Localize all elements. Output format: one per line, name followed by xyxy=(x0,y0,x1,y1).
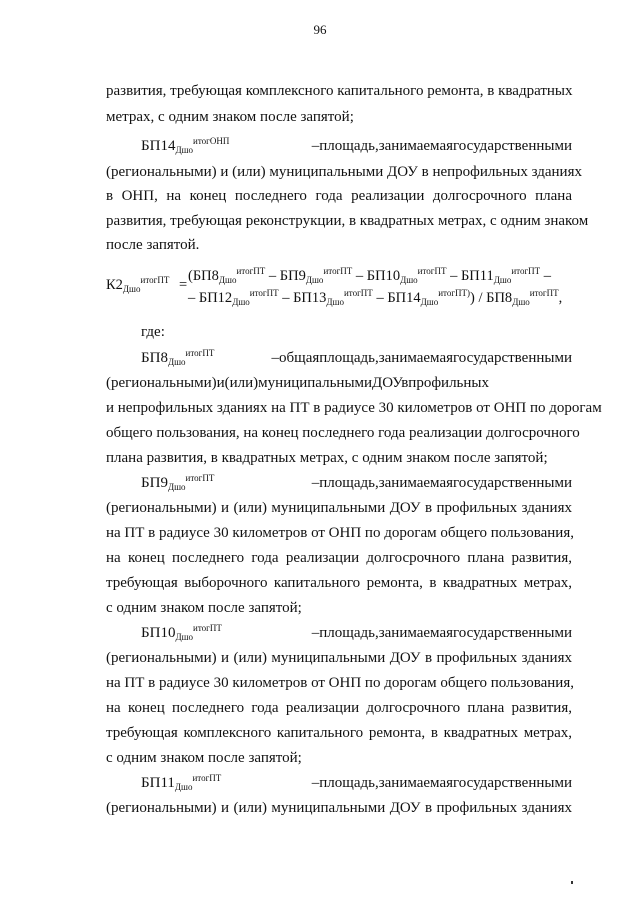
text-line: (региональными) и (или) муниципальными ДОУ в непрофильных зданиях xyxy=(106,164,582,180)
text-line: развития, требующая реконструкции, в квадратных метрах, с одним знаком xyxy=(106,213,589,229)
scan-speck xyxy=(571,881,573,884)
term-bp9: $БП9_{Дшо}^{итогПТ}$ xyxy=(141,473,215,492)
text-line: (региональными)и(или)муниципальнымиДОУвпрофильных xyxy=(106,375,490,391)
definition-bp11: $БП11_{Дшо}^{итогПТ}$ –площадь,занимаемаягосударственными xyxy=(141,773,572,792)
where-label: где: xyxy=(141,324,165,340)
formula-row-1 xyxy=(188,267,551,285)
formula-term: – $БП9_{Дшо}^{итогПТ}$ xyxy=(265,266,353,285)
text-line: с одним знаком после запятой; xyxy=(106,750,302,766)
text-line: на конец последнего года реализации долгосрочного плана развития, xyxy=(106,550,572,566)
formula-term: ) / $БП8_{Дшо}^{итогПТ}$ xyxy=(470,288,559,307)
text-line: с одним знаком после запятой; xyxy=(106,600,302,616)
text-line: требующая выборочного капитального ремонта, в квадратных метрах, xyxy=(106,575,572,591)
formula-term: – $БП14_{Дшо}^{итогПТ)}$ xyxy=(372,288,471,307)
term-bp11: $БП11_{Дшо}^{итогПТ}$ xyxy=(141,773,222,792)
formula-term: , xyxy=(558,290,563,306)
text-line: плана развития, в квадратных метрах, с одним знаком после запятой; xyxy=(106,450,548,466)
text-line: в ОНП, на конец последнего года реализации долгосрочного плана xyxy=(106,188,572,204)
formula-term: – xyxy=(540,268,552,284)
formula-lhs: $К2_{Дшо}^{итогПТ}$ = xyxy=(106,275,188,294)
definition-bp8: $БП8_{Дшо}^{итогПТ}$ –общаяплощадь,занимаемаягосударственными xyxy=(141,348,572,367)
text-line: (региональными) и (или) муниципальными ДОУ в профильных зданиях xyxy=(106,500,572,516)
text-line: после запятой. xyxy=(106,237,200,253)
term-bp10: $БП10_{Дшо}^{итогПТ}$ xyxy=(141,623,222,642)
term-bp8: $БП8_{Дшо}^{итогПТ}$ xyxy=(141,348,215,367)
formula-row-2 xyxy=(188,289,562,307)
text-line: на ПТ в радиусе 30 километров от ОНП по дорогам общего пользования, xyxy=(106,525,574,541)
formula-term: – $БП12_{Дшо}^{итогПТ}$ xyxy=(188,288,279,307)
term-bp14: $БП14_{Дшо}^{итогОНП}$ xyxy=(141,136,230,155)
formula-term: – $БП10_{Дшо}^{итогПТ}$ xyxy=(352,266,447,285)
text-line: общего пользования, на конец последнего года реализации долгосрочного xyxy=(106,425,580,441)
text-line: на конец последнего года реализации долгосрочного плана развития, xyxy=(106,700,572,716)
formula-term: – $БП11_{Дшо}^{итогПТ}$ xyxy=(446,266,541,285)
text-line: на ПТ в радиусе 30 километров от ОНП по дорогам общего пользования, xyxy=(106,675,574,691)
text-line: (региональными) и (или) муниципальными ДОУ в профильных зданиях xyxy=(106,650,572,666)
text-line: требующая комплексного капитального ремонта, в квадратных метрах, xyxy=(106,725,572,741)
formula-term: ($БП8_{Дшо}^{итогПТ}$ xyxy=(188,266,266,285)
text-line: метрах, с одним знаком после запятой; xyxy=(106,109,354,125)
formula-term: – $БП13_{Дшо}^{итогПТ}$ xyxy=(278,288,373,307)
definition-bp10: $БП10_{Дшо}^{итогПТ}$ –площадь,занимаемаягосударственными xyxy=(141,623,572,642)
page-number: 96 xyxy=(313,22,327,37)
text-line: и непрофильных зданиях на ПТ в радиусе 30 километров от ОНП по дорогам xyxy=(106,400,602,416)
definition-bp14: $БП14_{Дшо}^{итогОНП}$ –площадь,занимаемаягосударственными xyxy=(141,136,572,155)
text-line: развития, требующая комплексного капитального ремонта, в квадратных xyxy=(106,83,573,99)
definition-bp9: $БП9_{Дшо}^{итогПТ}$ –площадь,занимаемаягосударственными xyxy=(141,473,572,492)
text-line: (региональными) и (или) муниципальными ДОУ в профильных зданиях xyxy=(106,800,572,816)
